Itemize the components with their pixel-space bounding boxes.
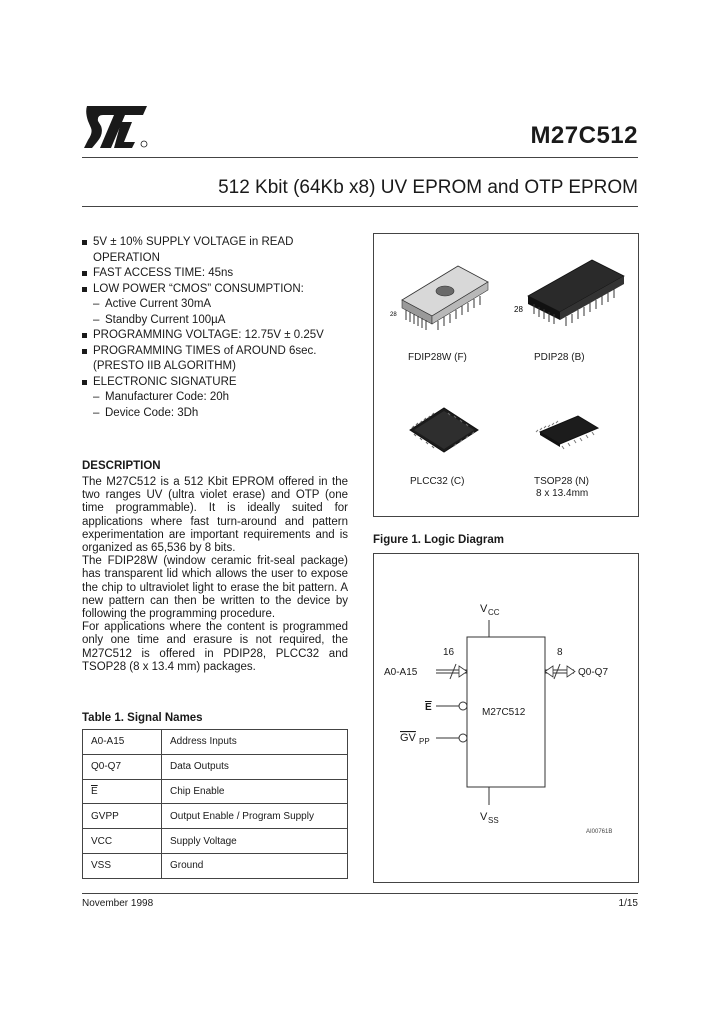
tsop28-dimensions: 8 x 13.4mm — [536, 488, 589, 499]
signal-text: $\overline{E}$ — [91, 785, 98, 797]
document-subtitle: 512 Kbit (64Kb x8) UV EPROM and OTP EPROM — [218, 177, 638, 198]
feature-text: OPERATION — [93, 251, 160, 264]
feature-item — [81, 344, 356, 360]
table-row — [83, 853, 348, 878]
feature-item: – Standby Current 100µA — [93, 313, 226, 326]
pdip-pin-label: 28 — [514, 305, 523, 314]
feature-text: FAST ACCESS TIME: 45ns — [93, 267, 234, 279]
signal-description-cell: Output Enable / Program Supply — [162, 804, 348, 829]
logic-diagram — [374, 554, 638, 882]
vcc-subscript: CC — [488, 608, 500, 617]
description-paragraph: For applications where the content is programmed only one time and erasure is not required, the M27C512 is offered in PDIP28, PLCC32 and TSOP28 (8 x 13.4 mm) packages. — [82, 621, 348, 673]
gvpp-label: GV — [400, 732, 416, 744]
table-row — [83, 730, 348, 755]
feature-text: ELECTRONIC SIGNATURE — [93, 375, 237, 388]
vss-subscript: SS — [488, 816, 499, 825]
feature-list — [81, 235, 356, 421]
signal-cell — [83, 779, 162, 804]
feature-item — [81, 235, 356, 251]
signal-cell: Q0-Q7 — [83, 754, 162, 779]
logic-diagram-box — [373, 553, 639, 883]
description-heading: DESCRIPTION — [82, 460, 161, 472]
description-body — [82, 476, 348, 674]
signal-description-cell: Chip Enable — [162, 779, 348, 804]
description-paragraph: The M27C512 is a 512 Kbit EPROM offered in the two ranges UV (ultra violet erase) and OTP (one time programmable). It is ideally suited for applications where fast turn-around and pattern experimentation are important requirements and is organized as 65,536 by 8 bits. — [82, 476, 348, 555]
subtitle-rule — [82, 206, 638, 207]
feature-item — [81, 328, 356, 344]
data-bus-count: 8 — [557, 647, 563, 658]
footer-rule — [82, 893, 638, 894]
feature-text: Manufacturer Code: 20h — [105, 391, 230, 403]
feature-item — [81, 251, 356, 267]
feature-text: (PRESTO IIB ALGORITHM) — [93, 360, 236, 372]
feature-item — [81, 375, 356, 391]
chip-label: M27C512 — [482, 707, 526, 718]
part-number: M27C512 — [530, 122, 638, 149]
feature-text: Active Current 30mA — [105, 298, 212, 310]
footer-date: November 1998 — [82, 898, 154, 909]
feature-text: PROGRAMMING VOLTAGE: 12.75V ± 0.25V — [93, 329, 324, 341]
st-logo — [83, 104, 151, 150]
table-row — [83, 779, 348, 804]
table-row — [83, 804, 348, 829]
tsop28-package-image — [534, 412, 604, 456]
description-paragraph: The FDIP28W (window ceramic frit-seal package) has transparent lid which allows the user to expose the chip to ultraviolet light to erase the bit pattern. A new pattern can then be written to the device by following the programming procedure. — [82, 555, 348, 621]
feature-text: LOW POWER “CMOS” CONSUMPTION: — [93, 282, 304, 295]
table1-title: Table 1. Signal Names — [82, 712, 203, 724]
packages-box — [373, 233, 639, 517]
feature-item: – Manufacturer Code: 20h — [93, 391, 230, 403]
tsop28-label: TSOP28 (N) — [534, 476, 590, 487]
data-bus-label: Q0-Q7 — [578, 667, 609, 678]
fdip28w-label: FDIP28W (F) — [408, 352, 467, 363]
page-number: 1/15 — [618, 898, 638, 909]
plcc32-label: PLCC32 (C) — [410, 476, 465, 487]
pdip28-package-image — [514, 254, 634, 334]
figure-reference-code: AI00761B — [586, 829, 613, 835]
feature-item: – Active Current 30mA — [93, 298, 212, 310]
fdip28w-package-image — [388, 258, 498, 338]
chip-enable-label: E — [425, 702, 432, 713]
gvpp-subscript: PP — [419, 737, 430, 746]
vcc-label: V — [480, 603, 488, 615]
feature-text: Standby Current 100µA — [105, 313, 226, 326]
feature-text: Device Code: 3Dh — [105, 406, 199, 419]
vss-label: V — [480, 811, 488, 823]
feature-text: 5V ± 10% SUPPLY VOLTAGE in READ — [93, 236, 294, 248]
signal-description-cell: Address Inputs — [162, 730, 348, 755]
header-rule — [82, 157, 638, 158]
figure1-title: Figure 1. Logic Diagram — [373, 534, 504, 546]
table-row — [83, 754, 348, 779]
address-bus-count: 16 — [443, 647, 455, 658]
signal-names-table — [82, 729, 348, 879]
feature-item — [81, 359, 356, 375]
signal-cell — [83, 804, 162, 829]
signal-cell: VCC — [83, 829, 162, 854]
table-row — [83, 829, 348, 854]
plcc32-package-image — [404, 402, 484, 458]
signal-text: GVPP — [91, 810, 119, 822]
feature-item: – Device Code: 3Dh — [93, 406, 199, 419]
address-bus-label: A0-A15 — [384, 667, 418, 678]
pdip28-label: PDIP28 (B) — [534, 352, 585, 363]
fdip-pin-label: 28 — [390, 312, 397, 318]
signal-description-cell: Supply Voltage — [162, 829, 348, 854]
signal-cell: A0-A15 — [83, 730, 162, 755]
signal-description-cell: Data Outputs — [162, 754, 348, 779]
signal-description-cell: Ground — [162, 853, 348, 878]
feature-item — [81, 266, 356, 282]
feature-item — [81, 282, 356, 298]
feature-text: PROGRAMMING TIMES of AROUND 6sec. — [93, 344, 317, 357]
signal-cell: VSS — [83, 853, 162, 878]
